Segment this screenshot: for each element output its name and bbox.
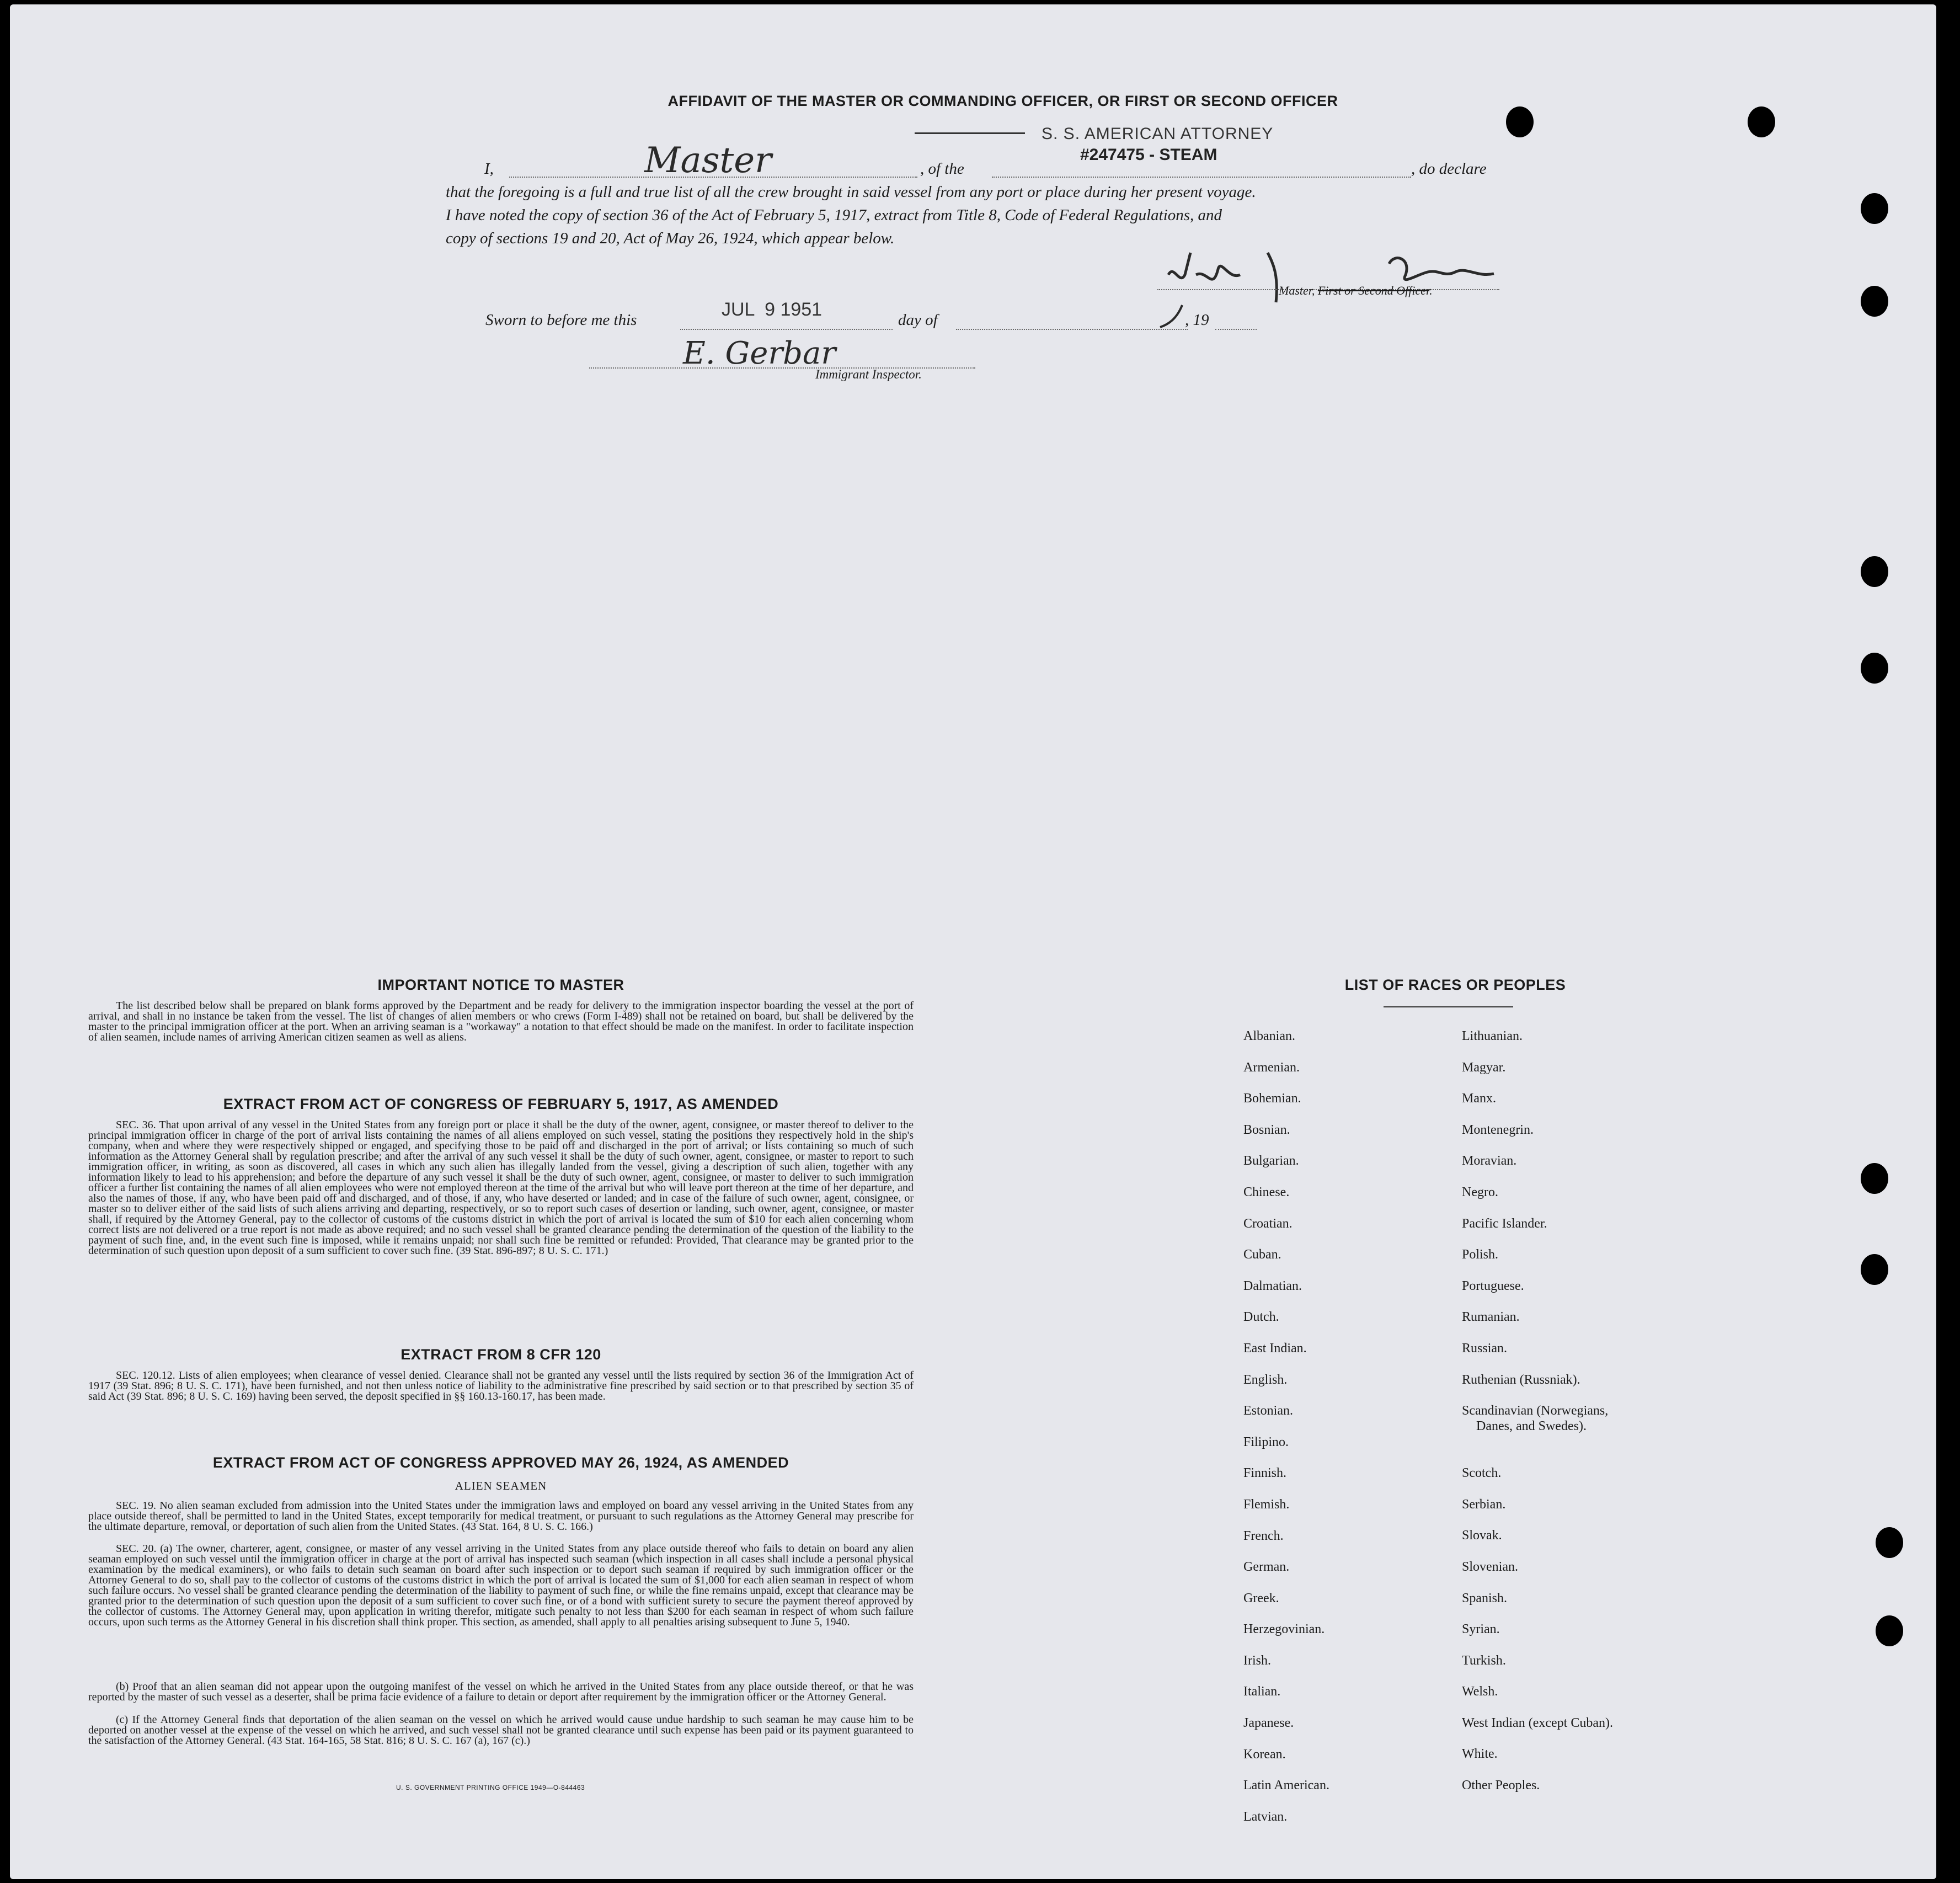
extract-1924-sec20b: (b) Proof that an alien seaman did not appear upon the outgoing manifest of the vessel on which he arrived in the United States from any place outside thereof, or that he was reported by the master of such vessel as a deserter, shall be prima facie evidence of a failure to detain or deport after requirement by the immigration officer or the Attorney General. (88, 1681, 914, 1703)
race-item: Bohemian. (1243, 1091, 1301, 1106)
day-of-label: day of (898, 311, 938, 329)
race-item: English. (1243, 1372, 1288, 1387)
do-declare-label: , do declare (1411, 160, 1487, 178)
race-item: Albanian. (1243, 1029, 1295, 1043)
inspector-caption: Immigrant Inspector. (815, 367, 922, 381)
sworn-month-blank (956, 329, 1188, 330)
punch-hole (1861, 556, 1888, 587)
extract-1917-title: EXTRACT FROM ACT OF CONGRESS OF FEBRUARY 5, 1917, AS AMENDED (223, 1096, 779, 1112)
race-item: Slovenian. (1462, 1559, 1518, 1574)
punch-hole (1861, 653, 1888, 684)
race-item: Latin American. (1243, 1778, 1329, 1793)
notice-body: The list described below shall be prepared on blank forms approved by the Department and be ready for delivery to the immigration inspector boarding the vessel at the port of arrival, and shall in no instance be taken from the vessel. The list of changes of alien members or who crews (Form I-489) shall not be retained on board, but shall be delivered by the master to the principal immigration officer at the port. When an arriving seaman is a "workaway" a notation to that effect should be made on the manifest. In order to facilitate inspection of alien seamen, include names of arriving American citizen seamen as well as aliens. (88, 1000, 914, 1043)
extract-cfr-title: EXTRACT FROM 8 CFR 120 (400, 1346, 601, 1363)
punch-hole (1861, 286, 1888, 317)
extract-1924-sec19: SEC. 19. No alien seaman excluded from admission into the United States under the immigration laws and employed on board any vessel arriving in the United States from any place outside thereof, shall be permitted to land in the United States, except temporarily for medical treatment, or pursuant to such regulations as the Attorney General may prescribe for the ultimate departure, removal, or deportation of such alien from the United States. (43 Stat. 164, 8 U. S. C. 166.) (88, 1500, 914, 1533)
race-item: German. (1243, 1560, 1290, 1575)
race-item: Syrian. (1462, 1622, 1500, 1637)
race-item: Ruthenian (Russniak). (1462, 1372, 1580, 1387)
race-item: Latvian. (1243, 1809, 1288, 1824)
race-item: East Indian. (1243, 1341, 1307, 1356)
race-item: Chinese. (1243, 1185, 1290, 1199)
race-item: Japanese. (1243, 1716, 1294, 1731)
sworn-label: Sworn to before me this (485, 311, 637, 329)
sworn-day-blank (680, 329, 893, 330)
race-item: Manx. (1462, 1091, 1496, 1106)
race-item: Italian. (1243, 1684, 1281, 1699)
extract-cfr-body: SEC. 120.12. Lists of alien employees; when clearance of vessel denied. Clearance shall not be granted any vessel until the lists required by section 36 of the Immigration Act of 1917 (39 Stat. 896; 8 U. S. C. 171), have been furnished, and not then unless notice of liability to the administrative fine prescribed by said section or to that prescribed by section 35 of said Act (39 Stat. 896; 8 U. S. C. 169) having been served, the deposit specified in §§ 160.13-160.17, has been made. (88, 1369, 914, 1402)
race-item: Bosnian. (1243, 1122, 1290, 1137)
race-item: Polish. (1462, 1247, 1499, 1262)
extract-1924-sec20c: (c) If the Attorney General finds that deportation of the alien seaman on the vessel on which he arrived would cause undue hardship to such seaman he may cause him to be deported on another vessel at the expense of the vessel on which he arrived, and such vessel shall not be granted clearance until such expense has been paid or its payment guaranteed to the satisfaction of the Attorney General. (43 Stat. 164-165, 58 Stat. 816; 8 U. S. C. 167 (a), 167 (c).) (88, 1714, 914, 1747)
vessel-name-stamp: S. S. AMERICAN ATTORNEY (1042, 125, 1274, 143)
race-item: Finnish. (1243, 1466, 1287, 1481)
master-signature (1157, 242, 1505, 313)
race-item: Greek. (1243, 1591, 1279, 1605)
race-item: French. (1243, 1528, 1284, 1543)
races-left-column (1243, 1021, 1329, 1832)
race-item: Bulgarian. (1243, 1154, 1299, 1169)
race-item: Rumanian. (1462, 1310, 1520, 1325)
race-item: Dalmatian. (1243, 1278, 1302, 1293)
race-item: Magyar. (1462, 1060, 1506, 1075)
race-item: Korean. (1243, 1747, 1286, 1762)
year-blank (1215, 329, 1257, 330)
signer-caption-end: . (1429, 284, 1433, 297)
race-item: Dutch. (1243, 1310, 1279, 1325)
punch-hole (1861, 193, 1888, 224)
race-item: Negro. (1462, 1185, 1498, 1199)
race-item: Flemish. (1243, 1497, 1290, 1512)
race-item: Moravian. (1462, 1154, 1517, 1169)
extract-1924-sec20a: SEC. 20. (a) The owner, charterer, agent, consignee, or master of any vessel arriving in the United States from any place outside thereof who fails to detain on board any alien seaman employed on such vessel until the immigration officer in charge at the port of arrival has inspected such seaman (which inspection in all cases shall include a personal physical examination by the medical examiners), or who fails to detain such seaman on board after such inspection or to deport such seaman if required by such immigration officer or the Attorney General to do so, shall pay to the collector of customs of the customs district in which the port of arrival is located the sum of $1,000 for each alien seaman in respect of whom such failure occurs. No vessel shall be granted clearance pending the determination of the liability to payment of such fine, or while the fine remains unpaid, except that clearance may be granted prior to the determination of such question upon the deposit of a sum sufficient to cover such fine, or of a bond with sufficient surety to secure the payment thereof approved by the collector of customs. The Attorney General may, upon application in writing therefor, mitigate such penalty to not less than $200 for each seaman in respect of whom such failure occurs, upon such terms as the Attorney General in his discretion shall think proper. This section, as amended, shall apply to all penalties arising subsequent to June 5, 1940. (88, 1543, 914, 1628)
race-item: Russian. (1462, 1341, 1508, 1356)
race-item: White. (1462, 1747, 1498, 1762)
race-item: Armenian. (1243, 1060, 1300, 1075)
race-item: Other Peoples. (1462, 1778, 1540, 1793)
punch-hole (1506, 106, 1534, 137)
printer-imprint: U. S. GOVERNMENT PRINTING OFFICE 1949—O-844463 (396, 1784, 585, 1791)
vessel-blank (992, 177, 1411, 178)
race-item: Cuban. (1243, 1247, 1281, 1262)
affidavit-line-2: that the foregoing is a full and true list of all the crew brought in said vessel from any port or place during her present voyage. (446, 183, 1256, 201)
extract-1924-subtitle: ALIEN SEAMEN (455, 1479, 547, 1492)
race-item: Slovak. (1462, 1528, 1502, 1543)
race-item: Herzegovinian. (1243, 1622, 1325, 1637)
signer-caption (1279, 284, 1433, 298)
rank-handwritten: Master (644, 140, 772, 181)
punch-hole (1876, 1615, 1903, 1646)
race-item: Portuguese. (1462, 1278, 1524, 1293)
races-title: LIST OF RACES OR PEOPLES (1344, 977, 1566, 993)
signer-caption-struck: First or Second Officer (1317, 284, 1430, 297)
punch-hole (1861, 1254, 1888, 1285)
inspector-signature: E. Gerbar (683, 335, 836, 371)
punch-hole (1748, 106, 1775, 137)
race-item: Serbian. (1462, 1497, 1506, 1512)
year-label: , 19 (1185, 311, 1209, 329)
race-item: Welsh. (1462, 1684, 1498, 1699)
race-item: Montenegrin. (1462, 1122, 1534, 1137)
extract-1917-body: SEC. 36. That upon arrival of any vessel in the United States from any foreign port or place it shall be the duty of the owner, agent, consignee, or master thereof to deliver to the principal immigration officer in charge of the port of arrival lists containing the names of all aliens employed on such vessel, stating the positions they respectively hold in the ship's company, when and where they were respectively shipped or engaged, and specifying those to be paid off and discharged in the port of arrival; or lists containing so much of such information as the Attorney General shall by regulation prescribe; and after the arrival of any such vessel it shall be the duty of such owner, agent, consignee, or master to report to such immigration officer, in writing, as soon as discovered, all cases in which any such alien has illegally landed from the vessel, giving a description of such alien, together with any information likely to lead to his apprehension; and before the departure of any such vessel it shall be the duty of such owner, agent, consignee, or master to deliver to such immigration officer a further list containing the names of all alien employees who were not employed thereon at the time of the arrival but who will leave port thereon at the time of her departure, and also the names of those, if any, who have been paid off and discharged, and of those, if any, who have deserted or landed; and in case of the failure of such owner, agent, consignee, or master so to deliver either of the said lists of such aliens arriving and departing, respectively, or so to report such cases of desertion or landing, such owner, agent, consignee, or master shall, if required by the Attorney General, pay to the collector of customs of the customs district in which the port of arrival is located the sum of $10 for each alien concerning whom correct lists are not delivered or a true report is not made as above required; and no such vessel shall be granted clearance pending the determination of the question of the liability to the payment of such fine, and, in the event such fine is imposed, while it remains unpaid; nor shall such fine be remitted or refunded: Provided, That clearance may be granted prior to the determination of such question upon deposit of a sum sufficient to cover such fine. (39 Stat. 896-897; 8 U. S. C. 171.) (88, 1119, 914, 1257)
race-item: Estonian. (1243, 1404, 1293, 1418)
punch-hole (1876, 1527, 1903, 1558)
races-title-rule (1384, 1006, 1513, 1007)
race-item: Scotch. (1462, 1466, 1502, 1481)
affidavit-line-4: copy of sections 19 and 20, Act of May 26, 1924, which appear below. (446, 230, 895, 247)
race-item: Spanish. (1462, 1591, 1508, 1605)
race-item: Lithuanian. (1462, 1029, 1523, 1043)
sworn-date-stamp: JUL 9 1951 (722, 299, 823, 320)
signer-caption-master: Master, (1279, 284, 1315, 297)
punch-hole (1861, 1163, 1888, 1194)
notice-title: IMPORTANT NOTICE TO MASTER (377, 977, 624, 993)
extract-1924-title: EXTRACT FROM ACT OF CONGRESS APPROVED MAY 26, 1924, AS AMENDED (212, 1454, 789, 1471)
race-item: Filipino. (1243, 1434, 1289, 1449)
race-item: Croatian. (1243, 1216, 1293, 1231)
of-the-label: , of the (920, 160, 964, 178)
race-item: Pacific Islander. (1462, 1216, 1547, 1231)
affidavit-title: AFFIDAVIT OF THE MASTER OR COMMANDING OFFICER, OR FIRST OR SECOND OFFICER (667, 93, 1338, 109)
race-item: Turkish. (1462, 1653, 1506, 1668)
stamp-rule (915, 132, 1025, 134)
race-item: Scandinavian (Norwegians, (1462, 1404, 1609, 1418)
race-item: Danes, and Swedes). (1476, 1419, 1587, 1434)
vessel-number-stamp: #247475 - STEAM (1080, 146, 1217, 164)
affidavit-i-label: I, (484, 160, 494, 178)
race-item: Irish. (1243, 1653, 1271, 1668)
affidavit-line-3: I have noted the copy of section 36 of the Act of February 5, 1917, extract from Title 8, Code of Federal Regulations, and (446, 206, 1222, 224)
race-item: West Indian (except Cuban). (1462, 1715, 1613, 1730)
races-right-column (1462, 1021, 1613, 1801)
document-page (10, 4, 1936, 1879)
